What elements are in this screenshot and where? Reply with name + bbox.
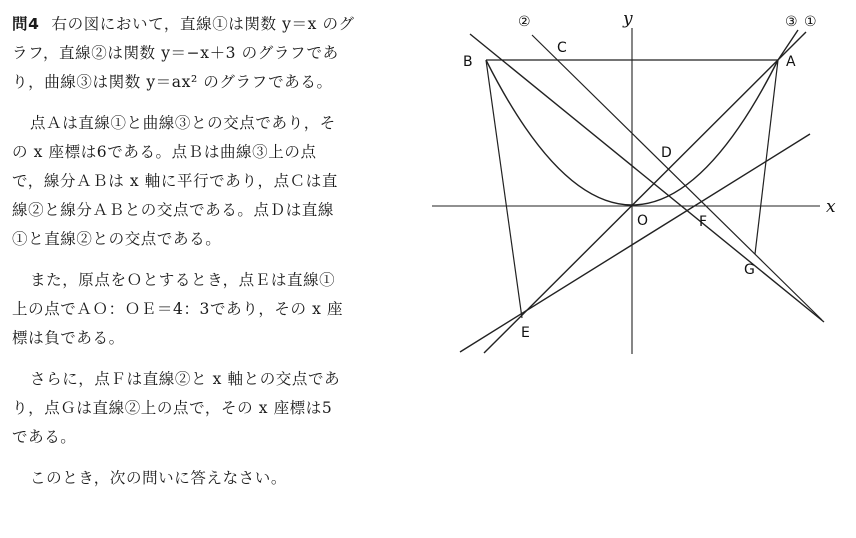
- problem-line: 線②と線分ＡＢとの交点である。点Ｄは直線: [12, 201, 335, 219]
- segment-ag: [755, 60, 778, 254]
- problem-line: 点Ａは直線①と曲線③との交点であり，そ: [30, 114, 336, 132]
- problem-line: り，点Ｇは直線②上の点で，その x 座標は5: [12, 399, 333, 417]
- line-1-label: ①: [804, 14, 817, 30]
- point-label-a: A: [786, 54, 796, 70]
- point-label-c: C: [557, 40, 567, 56]
- problem-line: ①と直線②との交点である。: [12, 230, 222, 248]
- line-2-upper: [532, 35, 822, 320]
- problem-line: ラフ，直線②は関数 y＝−x＋3 のグラフであ: [12, 44, 339, 62]
- point-label-d: D: [661, 145, 672, 161]
- problem-line: 上の点でＡＯ：ＯＥ＝4：3であり，その x 座: [12, 300, 344, 318]
- problem-line: である。: [12, 428, 77, 446]
- x-axis-label: x: [826, 197, 836, 217]
- problem-line: また，原点をＯとするとき，点Ｅは直線①: [30, 271, 336, 289]
- curve-3-label: ③: [785, 14, 798, 30]
- question-label: 問4: [12, 15, 40, 33]
- line-2-label: ②: [518, 14, 531, 30]
- point-label-g: G: [744, 262, 755, 278]
- point-label-b: B: [463, 54, 473, 70]
- problem-line: り，曲線③は関数 y＝ax² のグラフである。: [12, 73, 333, 91]
- problem-line: 標は負である。: [12, 329, 125, 347]
- problem-line-text: 右の図において，直線①は関数 y＝x のグ: [51, 15, 355, 33]
- line-2: [470, 34, 824, 322]
- point-label-e: E: [521, 325, 530, 341]
- segment-be: [486, 60, 522, 318]
- problem-line: で，線分ＡＢは x 軸に平行であり，点Ｃは直: [12, 172, 338, 190]
- point-label-f: F: [699, 214, 708, 230]
- line-ef: [460, 134, 810, 352]
- point-label-o: O: [637, 213, 649, 229]
- problem-line: の x 座標は6である。点Ｂは曲線③上の点: [12, 143, 317, 161]
- problem-line: さらに，点Ｆは直線②と x 軸との交点であ: [30, 370, 341, 388]
- problem-line: このとき，次の問いに答えなさい。: [30, 469, 287, 487]
- line-1: [484, 32, 806, 353]
- y-axis-label: y: [623, 9, 633, 29]
